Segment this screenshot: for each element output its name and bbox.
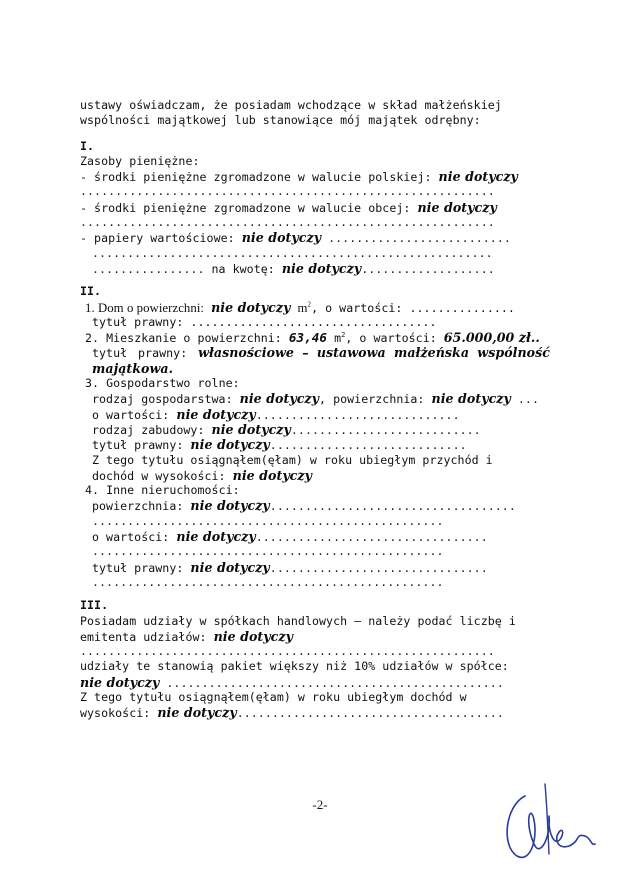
shares-issuer-label: emitenta udziałów: bbox=[80, 629, 207, 644]
house-label: 1. Dom o powierzchni: bbox=[85, 300, 205, 315]
farm-income-label: dochód w wysokości: bbox=[92, 468, 226, 483]
farm-income-value: nie dotyczy bbox=[232, 467, 312, 483]
farm-type-label: rodzaj gospodarstwa: bbox=[92, 392, 233, 407]
securities-amount-label: na kwotę: bbox=[211, 261, 275, 276]
flat-row bbox=[80, 330, 550, 345]
flat-title-value-2: majątkowa. bbox=[92, 360, 174, 376]
section-3-heading: III. bbox=[80, 598, 109, 613]
farm-area-trail: ... bbox=[510, 392, 539, 407]
securities-amount-row bbox=[80, 261, 550, 276]
farm-value-value: nie dotyczy bbox=[176, 406, 256, 422]
shares-package-row bbox=[80, 675, 550, 690]
other-value-trail: ................................. bbox=[255, 530, 488, 545]
securities-dots: ......................................................... bbox=[92, 245, 493, 260]
cash-pln-value: nie dotyczy bbox=[438, 169, 518, 185]
other-area-trail: ................................... bbox=[269, 499, 516, 514]
other-property-label: 4. Inne nieruchomości: bbox=[85, 483, 240, 498]
securities-amount-value: nie dotyczy bbox=[281, 260, 362, 276]
shares-income-trail: ...................................... bbox=[236, 706, 504, 721]
other-value-value: nie dotyczy bbox=[176, 529, 256, 545]
shares-dots: ........................................................... bbox=[80, 644, 495, 659]
shares-package-value: nie dotyczy bbox=[80, 674, 160, 690]
house-row bbox=[80, 300, 550, 315]
farm-building-row bbox=[80, 422, 550, 437]
farm-title-label: tytuł prawny: bbox=[92, 438, 184, 453]
flat-title-row-2 bbox=[80, 361, 550, 376]
cash-pln-row bbox=[80, 169, 550, 184]
other-area-dots: .................................................. bbox=[92, 513, 444, 528]
intro-line-2: wspólności majątkowej lub stanowiące mój majątek odrębny: bbox=[80, 113, 481, 128]
securities-amount-trail: ................... bbox=[361, 261, 495, 276]
securities-value: nie dotyczy bbox=[241, 230, 322, 246]
other-area-label: powierzchnia: bbox=[92, 499, 184, 514]
shares-income-label: wysokości: bbox=[80, 706, 151, 721]
farm-label: 3. Gospodarstwo rolne: bbox=[85, 376, 240, 391]
intro-line-1: ustawy oświadczam, że posiadam wchodzące w skład małżeńskiej bbox=[80, 98, 502, 112]
shares-income-line-2 bbox=[80, 705, 550, 720]
section-2-heading: II. bbox=[80, 284, 102, 299]
securities-label: - papiery wartościowe: bbox=[80, 231, 235, 246]
shares-income-value: nie dotyczy bbox=[157, 705, 237, 721]
farm-row bbox=[80, 376, 550, 391]
flat-title-label: tytuł prawny: bbox=[92, 346, 188, 361]
other-title-value: nie dotyczy bbox=[190, 559, 270, 575]
shares-line-1: Posiadam udziały w spółkach handlowych – należy podać liczbę i bbox=[80, 613, 516, 628]
section-1-title: Zasoby pieniężne: bbox=[80, 153, 200, 168]
farm-value-trail: ............................. bbox=[255, 407, 460, 422]
farm-value-row bbox=[80, 407, 550, 422]
cash-foreign-value: nie dotyczy bbox=[417, 199, 497, 215]
flat-area-value: 63,46 bbox=[288, 330, 328, 346]
securities-amount-lead: ................ bbox=[92, 261, 205, 276]
other-value-label: o wartości: bbox=[92, 530, 170, 545]
flat-unit: $m^2$ bbox=[334, 331, 346, 346]
other-title-trail: ............................... bbox=[269, 560, 488, 575]
securities-trail: .......................... bbox=[328, 231, 511, 246]
cash-pln-dots: ........................................................... bbox=[80, 184, 495, 199]
farm-title-row bbox=[80, 437, 550, 452]
shares-line-2 bbox=[80, 629, 550, 644]
shares-package-trail: ................................................ bbox=[166, 675, 504, 690]
farm-area-label: , powierzchnia: bbox=[319, 392, 425, 407]
other-area-value: nie dotyczy bbox=[190, 498, 270, 514]
house-title-row: tytuł prawny: ................................... bbox=[92, 314, 437, 329]
other-title-label: tytuł prawny: bbox=[92, 560, 184, 575]
farm-title-value: nie dotyczy bbox=[190, 437, 270, 453]
cash-foreign-row bbox=[80, 200, 550, 215]
farm-title-trail: ............................ bbox=[269, 438, 467, 453]
other-title-dots: .................................................. bbox=[92, 574, 444, 589]
other-property-row bbox=[80, 483, 550, 498]
farm-income-line-2 bbox=[80, 468, 550, 483]
farm-building-label: rodzaj zabudowy: bbox=[92, 422, 205, 437]
farm-area-value: nie dotyczy bbox=[431, 391, 511, 407]
flat-label: 2. Mieszkanie o powierzchni: bbox=[85, 331, 282, 346]
farm-type-value: nie dotyczy bbox=[239, 391, 320, 407]
cash-foreign-label: - środki pieniężne zgromadzone w walucie obcej: bbox=[80, 200, 411, 215]
farm-building-trail: ........................... bbox=[290, 422, 481, 437]
cash-pln-label: - środki pieniężne zgromadzone w walucie polskiej: bbox=[80, 170, 432, 185]
declaration-page bbox=[80, 98, 550, 721]
shares-package-line: udziały te stanowią pakiet większy niż 10% udziałów w spółce: bbox=[80, 659, 509, 674]
farm-income-line-1: Z tego tytułu osiągnąłem(ęłam) w roku ubiegłym przychód i bbox=[92, 452, 493, 467]
farm-building-value: nie dotyczy bbox=[211, 421, 291, 437]
house-area-value: nie dotyczy bbox=[211, 299, 291, 315]
handwritten-signature bbox=[495, 776, 605, 871]
cash-foreign-dots: ........................................................... bbox=[80, 215, 495, 230]
shares-income-line-1: Z tego tytułu osiągnąłem(ęłam) w roku ubiegłym dochód w bbox=[80, 689, 467, 704]
other-value-row bbox=[80, 529, 550, 544]
flat-value: 65.000,00 zł.. bbox=[443, 330, 540, 346]
flat-title-row bbox=[80, 345, 550, 360]
section-1-heading: I. bbox=[80, 138, 95, 153]
page-number: -2- bbox=[312, 797, 328, 812]
house-value-label: , o wartości: ............... bbox=[311, 300, 515, 315]
other-value-dots: .................................................. bbox=[92, 544, 444, 559]
other-area-row bbox=[80, 498, 550, 513]
house-unit: $m^2$ bbox=[297, 300, 312, 315]
flat-title-value: własnościowe – ustawowa małżeńska wspólność bbox=[198, 345, 550, 361]
securities-row bbox=[80, 230, 550, 245]
shares-issuer-value: nie dotyczy bbox=[213, 628, 293, 644]
other-title-row bbox=[80, 560, 550, 575]
farm-type-row bbox=[80, 391, 550, 406]
farm-value-label: o wartości: bbox=[92, 407, 170, 422]
flat-value-label: , o wartości: bbox=[345, 331, 437, 346]
